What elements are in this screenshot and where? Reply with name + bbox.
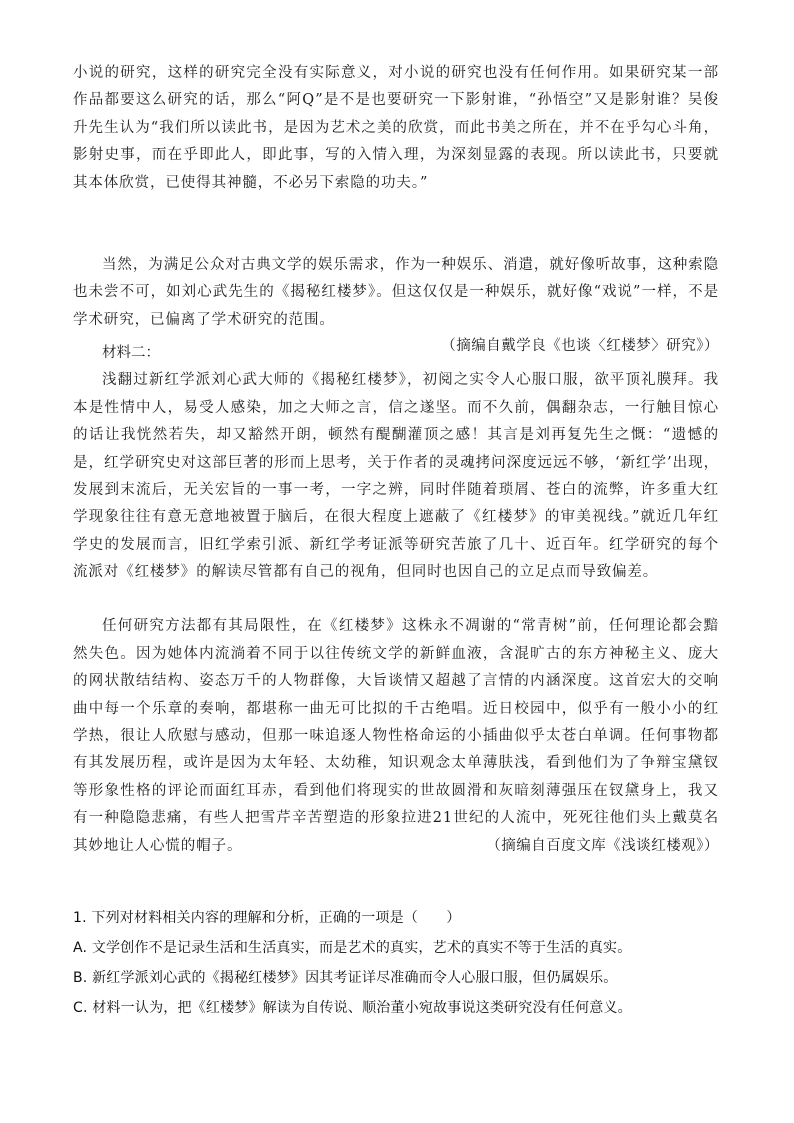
material-one-paragraph-continued: 小说的研究，这样的研究完全没有实际意义，对小说的研究也没有任何作用。如果研究某一部作品都要这么研究的话，那么“阿Q”是不是也要研究一下影射谁，“孙悟空”又是影射谁？吴俊升先生认为“我们所以读此书，是因为艺术之美的欣赏，而此书美之所在，并不在乎勾心斗角，影射史事，而在乎即此人，即此事，写的入情入理，为深刻显露的表现。所以读此书，只要就其本体欣赏，已使得其神髓，不必另下索隐的功夫。” — [73, 65, 719, 191]
material-two-source: （摘编自百度文库《浅谈红楼观》） — [486, 838, 719, 855]
question-stem: 1. 下列对材料相关内容的理解和分析，正确的一项是（ ） — [73, 910, 461, 926]
material-two-paragraph-2: 任何研究方法都有其局限性，在《红楼梦》这株永不凋谢的“常青树”前，任何理论都会黯然失色。因为她体内流淌着不同于以往传统文学的新鲜血液，含混旷古的东方神秘主义、庞大的网状散结结构、姿态万千的人物群像，大旨谈情又超越了言情的内涵深度。这首宏大的交响曲中每一个乐章的奏响，都堪称一曲无可比拟的千古绝唱。近日校园中，似乎有一般小小的红学热，很让人欣慰与感动，但那一味追逐人物性格命运的小插曲似乎太苍白单调。任何事物都有其发展历程，或许是因为太年轻、太幼稚，知识观念太单薄肤浅，看到他们为了争辩宝黛钗等形象性格的评论而面红耳赤，看到他们将现实的世故圆滑和灰暗刻薄强压在钗黛身上，我又有一种隐隐悲痛，有些人把雪芹辛苦塑造的形象拉进21世纪的人流中，死死往他们头上戴莫名其妙地让人心慌的帽子。 — [73, 618, 719, 854]
option-c[interactable]: C. 材料一认为，把《红楼梦》解读为自传说、顺治董小宛故事说这类研究没有任何意义。 — [73, 1000, 632, 1016]
material-one-paragraph-2: 当然，为满足公众对古典文学的娱乐需求，作为一种娱乐、消遣，就好像听故事，这种索隐也未尝不可，如刘心武先生的《揭秘红楼梦》。但这仅仅是一种娱乐，就好像“戏说”一样，不是学术研究，已偏离了学术研究的范围。 — [73, 257, 719, 328]
material-one-section — [73, 60, 719, 360]
option-b[interactable]: B. 新红学派刘心武的《揭秘红楼梦》因其考证详尽准确而令人心服口服，但仍属娱乐。 — [73, 970, 618, 986]
material-two-paragraph-1: 浅翻过新红学派刘心武大师的《揭秘红楼梦》，初阅之实令人心服口服，欲平顶礼膜拜。我本是性情中人，易受人感染，加之大师之言，信之遂坚。而不久前，偶翻杂志，一行触目惊心的话让我恍然若失，却又豁然开朗，顿然有醍醐灌顶之感！其言是刘再复先生之慨：“遗憾的是，红学研究史对这部巨著的形而上思考，关于作者的灵魂拷问深度远远不够，‘新红学’出现，发展到末流后，无关宏旨的一事一考，一字之辨，同时伴随着琐屑、苍白的流弊，许多重大红学现象往往有意无意地被置于脑后，在很大程度上遮蔽了《红楼梦》的审美视线。”就近几年红学史的发展而言，旧红学索引派、新红学考证派等研究苦旅了几十、近百年。红学研究的每个流派对《红楼梦》的解读尽管都有自己的视角，但同时也因自己的立足点而导致偏差。 — [73, 372, 719, 581]
material-one-source: （摘编自戴学良《也谈〈红楼梦〉研究》） — [441, 338, 719, 354]
option-a[interactable]: A. 文学创作不是记录生活和生活真实，而是艺术的真实，艺术的真实不等于生活的真实。 — [73, 940, 632, 956]
question-section — [73, 903, 719, 1023]
material-two-heading: 材料二： — [102, 345, 160, 361]
material-two-section — [73, 340, 719, 861]
